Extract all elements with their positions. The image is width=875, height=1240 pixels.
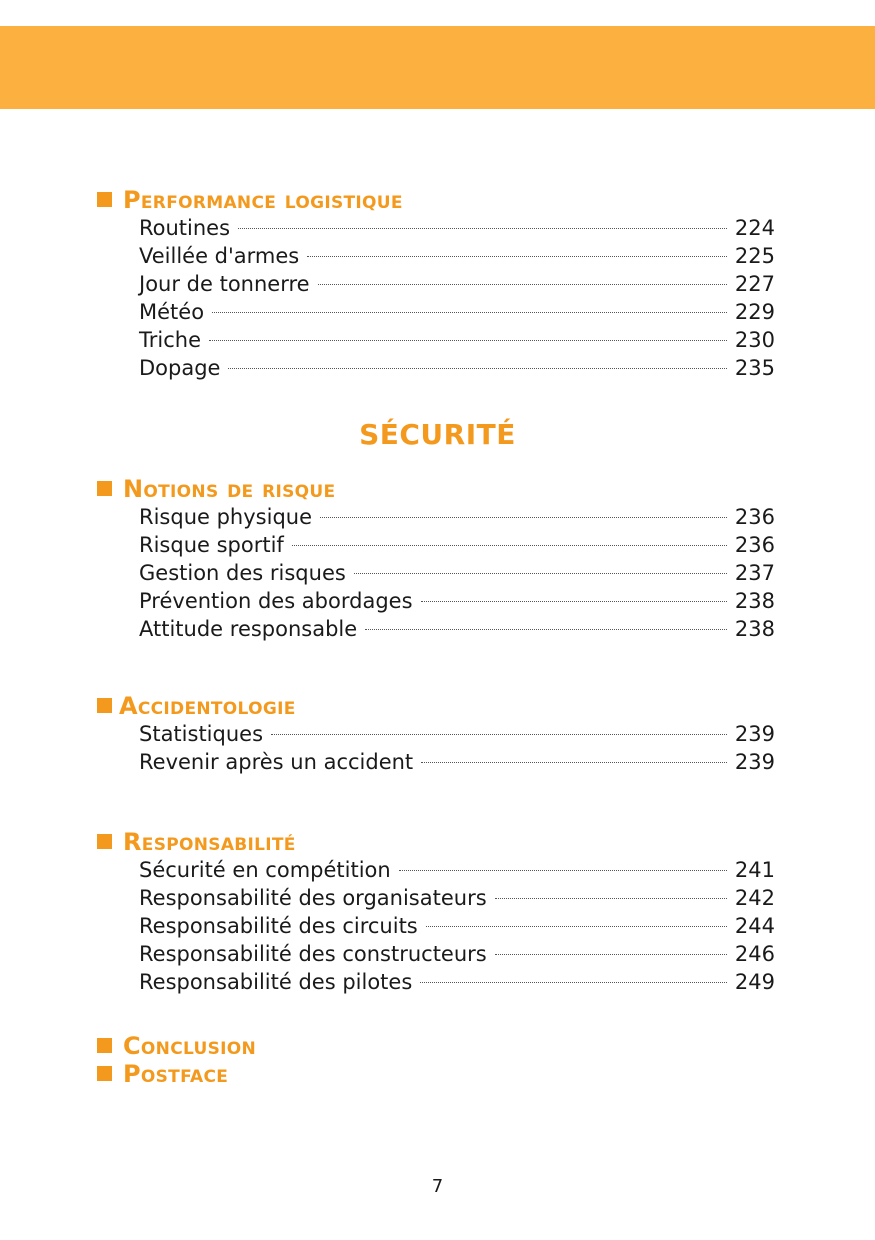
- toc-entry[interactable]: [139, 354, 775, 382]
- square-bullet-icon: [97, 1038, 112, 1053]
- square-bullet-icon: [97, 834, 112, 849]
- section-heading-text: Notions de risque: [123, 475, 336, 503]
- toc-entry-page: 235: [734, 356, 775, 380]
- dot-leader: [365, 629, 727, 630]
- section-heading-text: Accidentologie: [119, 692, 296, 720]
- toc-entry[interactable]: [139, 503, 775, 531]
- dot-leader: [228, 368, 726, 369]
- toc-entry-list: [97, 503, 777, 643]
- toc-entry-page: 246: [734, 942, 775, 966]
- toc-entry-page: 239: [734, 750, 775, 774]
- toc-entry-title: Attitude responsable: [139, 617, 358, 641]
- toc-entry-page: 241: [734, 858, 775, 882]
- toc-entry-title: Responsabilité des pilotes: [139, 970, 413, 994]
- square-bullet-icon: [97, 698, 112, 713]
- toc-entry-page: 236: [734, 505, 775, 529]
- dot-leader: [354, 573, 727, 574]
- dot-leader: [307, 256, 727, 257]
- toc-entry-title: Prévention des abordages: [139, 589, 413, 613]
- toc-entry-page: 249: [734, 970, 775, 994]
- toc-entry-page: 237: [734, 561, 775, 585]
- toc-entry[interactable]: [139, 587, 775, 615]
- toc-entry-title: Responsabilité des circuits: [139, 914, 418, 938]
- toc-section-performance-logistique: [97, 186, 777, 382]
- toc-entry-title: Météo: [139, 300, 205, 324]
- toc-entry-title: Risque physique: [139, 505, 313, 529]
- toc-entry-page: 225: [734, 244, 775, 268]
- toc-entry-page: 244: [734, 914, 775, 938]
- toc-entry-title: Jour de tonnerre: [139, 272, 310, 296]
- toc-entry[interactable]: [139, 940, 775, 968]
- section-heading: [97, 475, 777, 503]
- toc-entry-title: Statistiques: [139, 722, 264, 746]
- dot-leader: [292, 545, 727, 546]
- toc-entry[interactable]: [139, 884, 775, 912]
- toc-entry-title: Gestion des risques: [139, 561, 346, 585]
- toc-entry-title: Dopage: [139, 356, 221, 380]
- toc-entry[interactable]: [139, 856, 775, 884]
- toc-entry[interactable]: [139, 531, 775, 559]
- toc-entry-title: Sécurité en compétition: [139, 858, 391, 882]
- toc-entry-list: [97, 856, 777, 996]
- dot-leader: [320, 517, 727, 518]
- section-heading-text: Conclusion: [123, 1032, 257, 1060]
- toc-entry-title: Revenir après un accident: [139, 750, 414, 774]
- toc-entry-page: 229: [734, 300, 775, 324]
- toc-entry[interactable]: [139, 298, 775, 326]
- toc-entry[interactable]: [139, 214, 775, 242]
- section-heading: [97, 828, 777, 856]
- toc-entry-title: Risque sportif: [139, 533, 284, 557]
- section-heading: [97, 1032, 777, 1060]
- toc-entry[interactable]: [139, 326, 775, 354]
- toc-entry-page: 238: [734, 617, 775, 641]
- toc-section-notions-de-risque: [97, 475, 777, 643]
- dot-leader: [495, 898, 727, 899]
- toc-entry[interactable]: [139, 242, 775, 270]
- toc-entry-list: [97, 720, 777, 776]
- toc-entry-page: 230: [734, 328, 775, 352]
- dot-leader: [271, 734, 727, 735]
- toc-entry-page: 227: [734, 272, 775, 296]
- dot-leader: [212, 312, 727, 313]
- section-heading-text: Postface: [123, 1060, 229, 1088]
- toc-entry-title: Triche: [139, 328, 201, 352]
- dot-leader: [495, 954, 727, 955]
- dot-leader: [399, 870, 727, 871]
- toc-section-conclusion[interactable]: [97, 1032, 777, 1060]
- section-heading-text: Performance logistique: [123, 186, 403, 214]
- square-bullet-icon: [97, 1066, 112, 1081]
- toc-entry-list: [97, 214, 777, 382]
- section-heading: [97, 186, 777, 214]
- toc-entry-title: Veillée d'armes: [139, 244, 300, 268]
- toc-entry[interactable]: [139, 720, 775, 748]
- part-title: SÉCURITÉ: [359, 418, 516, 451]
- dot-leader: [238, 228, 727, 229]
- toc-entry[interactable]: [139, 748, 775, 776]
- toc-entry[interactable]: [139, 912, 775, 940]
- toc-entry-title: Responsabilité des organisateurs: [139, 886, 487, 910]
- square-bullet-icon: [97, 192, 112, 207]
- dot-leader: [420, 982, 727, 983]
- dot-leader: [318, 284, 727, 285]
- toc-entry[interactable]: [139, 615, 775, 643]
- section-heading: [97, 692, 777, 720]
- page-number: 7: [431, 1176, 444, 1197]
- toc-entry-page: 238: [734, 589, 775, 613]
- toc-entry-title: Responsabilité des constructeurs: [139, 942, 487, 966]
- toc-entry-page: 239: [734, 722, 775, 746]
- toc-section-responsabilite: [97, 828, 777, 996]
- toc-entry-page: 236: [734, 533, 775, 557]
- header-band: [0, 26, 875, 109]
- toc-entry[interactable]: [139, 968, 775, 996]
- toc-section-postface[interactable]: [97, 1060, 777, 1088]
- dot-leader: [209, 340, 727, 341]
- toc-entry-page: 224: [734, 216, 775, 240]
- dot-leader: [426, 926, 727, 927]
- section-heading: [97, 1060, 777, 1088]
- toc-section-accidentologie: [97, 692, 777, 776]
- toc-entry[interactable]: [139, 559, 775, 587]
- toc-entry-title: Routines: [139, 216, 231, 240]
- toc-entry-page: 242: [734, 886, 775, 910]
- dot-leader: [421, 762, 727, 763]
- section-heading-text: Responsabilité: [123, 828, 296, 856]
- square-bullet-icon: [97, 481, 112, 496]
- dot-leader: [421, 601, 727, 602]
- toc-entry[interactable]: [139, 270, 775, 298]
